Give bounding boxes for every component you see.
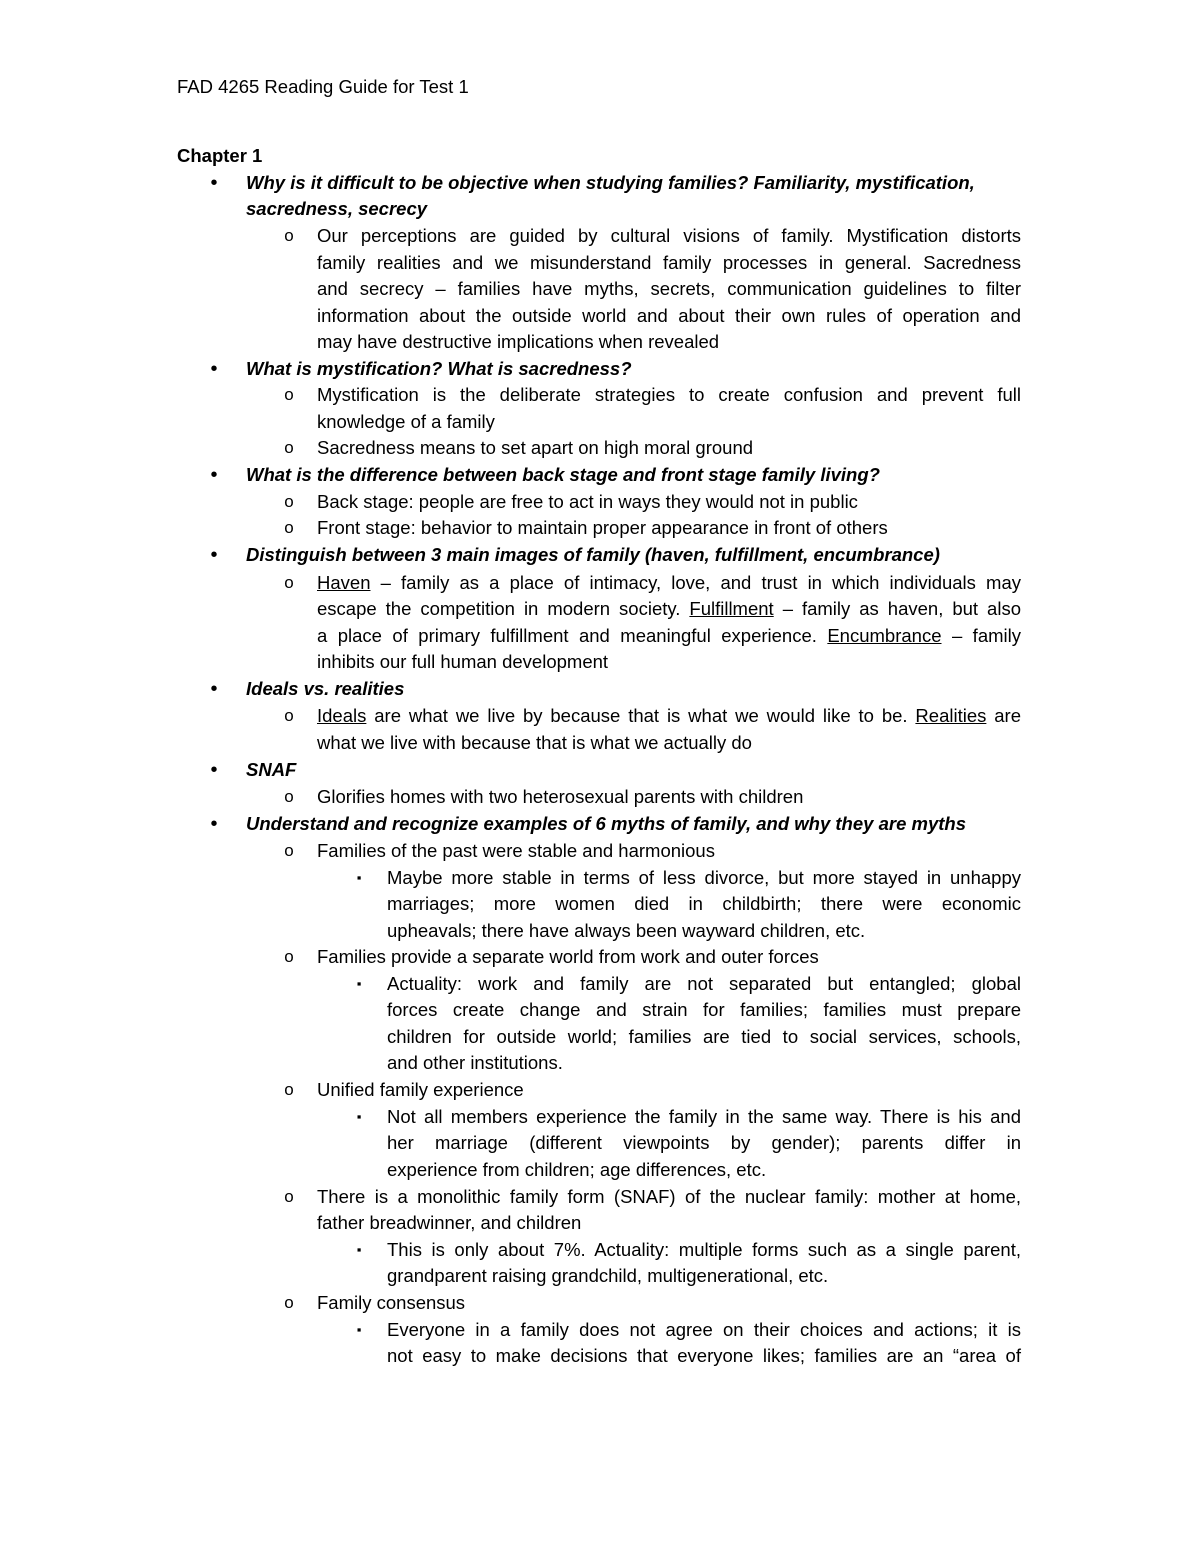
circle-marker: o [284, 518, 294, 537]
term-encumbrance: Encumbrance [827, 625, 942, 646]
answer-line [317, 703, 1021, 730]
circle-marker: o [284, 706, 294, 725]
myth-detail-line: Everyone in a family does not agree on their choices and actions; it is [387, 1319, 1021, 1340]
myth-detail-line: children for outside world; families are tied to social services, schools, [387, 1026, 1021, 1047]
answer-line: Back stage: people are free to act in ways they would not in public [317, 491, 858, 512]
question-objectivity-cont: sacredness, secrecy [246, 198, 428, 219]
bullet-marker: • [210, 172, 218, 194]
myth-detail-line: not easy to make decisions that everyone likes; families are an “area of [387, 1345, 1021, 1366]
circle-marker: o [284, 947, 294, 966]
answer-line [317, 623, 1021, 650]
question-mystification: What is mystification? What is sacredness? [246, 358, 632, 379]
term-realities: Realities [915, 705, 987, 726]
square-marker: ▪ [356, 1322, 362, 1337]
circle-marker: o [284, 1080, 294, 1099]
myth-detail-line: Not all members experience the family in the same way. There is his and [387, 1106, 1021, 1127]
myth-item: Families provide a separate world from work and outer forces [317, 946, 819, 967]
answer-text: – family as a place of intimacy, love, and trust in which individuals may [370, 572, 1021, 593]
myth-detail-line: grandparent raising grandchild, multigenerational, etc. [387, 1265, 829, 1286]
term-ideals: Ideals [317, 705, 367, 726]
term-fulfillment: Fulfillment [689, 598, 774, 619]
document-title: FAD 4265 Reading Guide for Test 1 [177, 76, 469, 97]
square-marker: ▪ [356, 870, 362, 885]
myth-detail-line: experience from children; age differences, etc. [387, 1159, 767, 1180]
bullet-marker: • [210, 813, 218, 835]
answer-line: may have destructive implications when revealed [317, 331, 720, 352]
myth-detail-line: Maybe more stable in terms of less divorce, but more stayed in unhappy [387, 867, 1021, 888]
question-objectivity: Why is it difficult to be objective when studying families? Familiarity, mystification, [246, 172, 975, 193]
answer-line: information about the outside world and about their own rules of operation and [317, 305, 1021, 326]
bullet-marker: • [210, 678, 218, 700]
myth-item: There is a monolithic family form (SNAF) of the nuclear family: mother at home, [317, 1186, 1021, 1207]
bullet-marker: • [210, 464, 218, 486]
myth-detail-line: upheavals; there have always been wayward children, etc. [387, 920, 866, 941]
answer-text: – family [941, 625, 1021, 646]
answer-text: a place of primary fulfillment and meaningful experience. [317, 625, 828, 646]
chapter-heading: Chapter 1 [177, 145, 263, 166]
circle-marker: o [284, 492, 294, 511]
myth-item: Families of the past were stable and harmonious [317, 840, 715, 861]
answer-line [317, 570, 1021, 597]
circle-marker: o [284, 385, 294, 404]
myth-detail-line: her marriage (different viewpoints by gender); parents differ in [387, 1132, 1021, 1153]
circle-marker: o [284, 1293, 294, 1312]
circle-marker: o [284, 573, 294, 592]
myth-detail-line: This is only about 7%. Actuality: multiple forms such as a single parent, [387, 1239, 1021, 1260]
answer-text: are [986, 705, 1021, 726]
term-haven: Haven [317, 572, 371, 593]
question-snaf: SNAF [246, 759, 297, 780]
question-stages: What is the difference between back stage and front stage family living? [246, 464, 880, 485]
answer-text: are what we live by because that is what we would like to be. [366, 705, 916, 726]
question-ideals: Ideals vs. realities [246, 678, 405, 699]
answer-line: Front stage: behavior to maintain proper appearance in front of others [317, 517, 888, 538]
bullet-marker: • [210, 358, 218, 380]
answer-line: Sacredness means to set apart on high moral ground [317, 437, 754, 458]
circle-marker: o [284, 841, 294, 860]
answer-line: Mystification is the deliberate strategies to create confusion and prevent full [317, 384, 1021, 405]
myth-item: Family consensus [317, 1292, 466, 1313]
answer-line: Our perceptions are guided by cultural visions of family. Mystification distorts [317, 225, 1021, 246]
answer-line: family realities and we misunderstand family processes in general. Sacredness [317, 252, 1021, 273]
myth-item: Unified family experience [317, 1079, 524, 1100]
answer-text: escape the competition in modern society. [317, 598, 690, 619]
question-images: Distinguish between 3 main images of family (haven, fulfillment, encumbrance) [246, 544, 940, 565]
square-marker: ▪ [356, 1242, 362, 1257]
myth-detail-line: marriages; more women died in childbirth; there were economic [387, 893, 1021, 914]
answer-line [317, 596, 1021, 623]
bullet-marker: • [210, 544, 218, 566]
circle-marker: o [284, 1187, 294, 1206]
myth-detail-line: Actuality: work and family are not separated but entangled; global [387, 973, 1021, 994]
circle-marker: o [284, 226, 294, 245]
square-marker: ▪ [356, 976, 362, 991]
circle-marker: o [284, 438, 294, 457]
answer-text: – family as haven, but also [773, 598, 1021, 619]
bullet-marker: • [210, 759, 218, 781]
myth-item-cont: father breadwinner, and children [317, 1212, 582, 1233]
answer-line: and secrecy – families have myths, secrets, communication guidelines to filter [317, 278, 1021, 299]
square-marker: ▪ [356, 1109, 362, 1124]
question-myths: Understand and recognize examples of 6 myths of family, and why they are myths [246, 813, 966, 834]
answer-line: inhibits our full human development [317, 651, 609, 672]
myth-detail-line: forces create change and strain for families; families must prepare [387, 999, 1021, 1020]
myth-detail-line: and other institutions. [387, 1052, 563, 1073]
answer-line: what we live with because that is what we actually do [317, 732, 752, 753]
answer-line: Glorifies homes with two heterosexual parents with children [317, 786, 804, 807]
answer-line: knowledge of a family [317, 411, 495, 432]
circle-marker: o [284, 787, 294, 806]
